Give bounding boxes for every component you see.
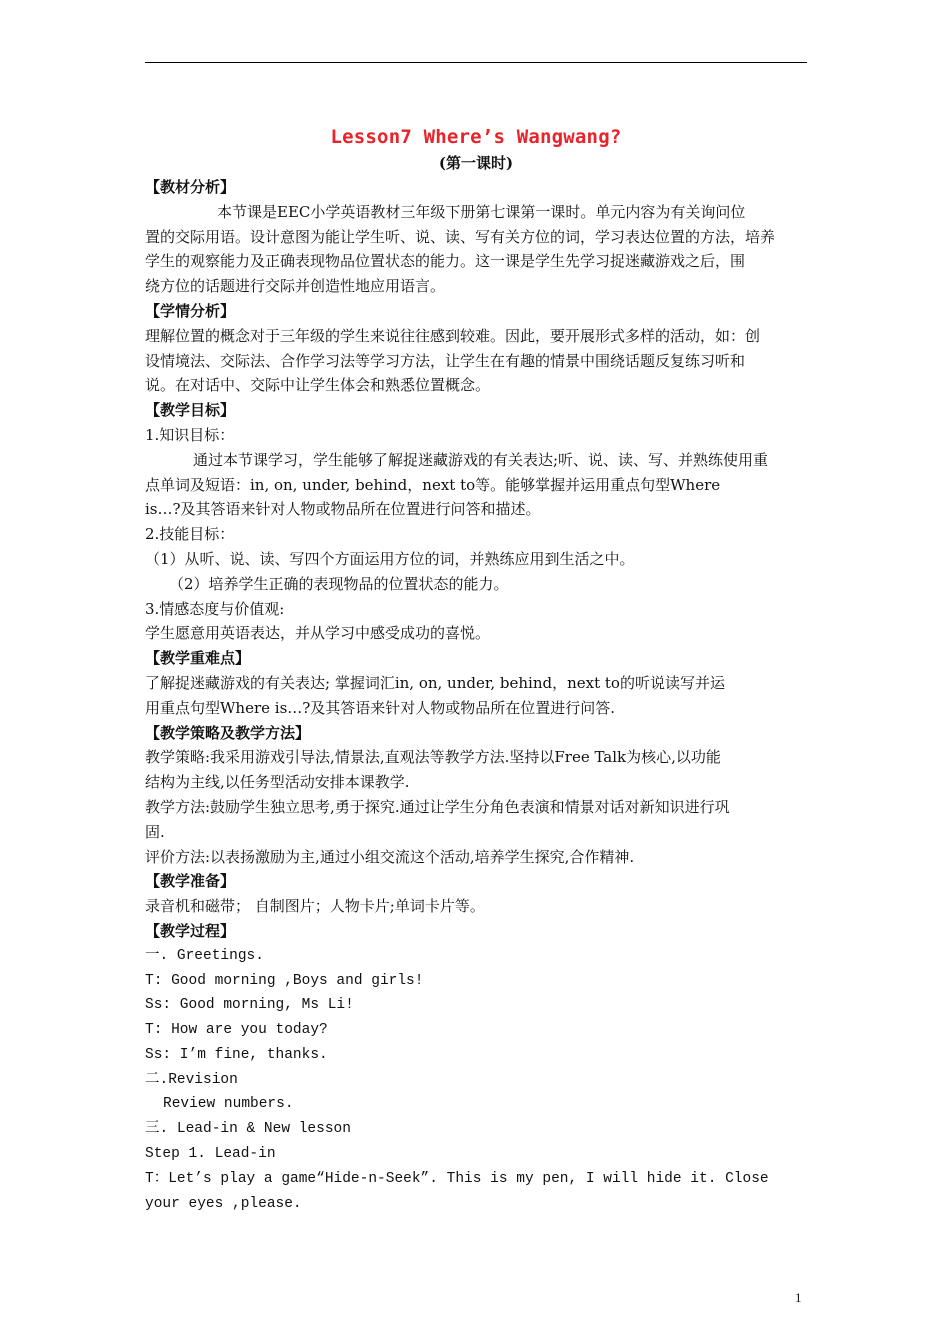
section-heading: 【学情分析】: [145, 301, 236, 320]
paragraph-line: 评价方法:以表扬激励为主,通过小组交流这个活动,培养学生探究,合作精神.: [145, 847, 635, 866]
paragraph-line: Review numbers.: [163, 1096, 294, 1113]
section-heading: 【教学目标】: [145, 401, 236, 420]
paragraph-line: 说。在对话中、交际中让学生体会和熟悉位置概念。: [145, 376, 491, 395]
paragraph-line: 了解捉迷藏游戏的有关表达; 掌握词汇in, on, under, behind，next to的听说读写并运: [145, 673, 725, 692]
paragraph-line: （1）从听、说、读、写四个方面运用方位的词，并熟练应用到生活之中。: [145, 549, 635, 568]
paragraph-line: is…?及其答语来针对人物或物品所在位置进行问答和描述。: [145, 500, 541, 519]
paragraph-line: Ss: Good morning, Ms Li!: [145, 997, 354, 1014]
paragraph-line: 用重点句型Where is…?及其答语来针对人物或物品所在位置进行问答.: [145, 698, 616, 717]
paragraph-line: T：Let’s play a game“Hide-n-Seek”. This is my pen, I will hide it. Close: [145, 1170, 769, 1187]
section-heading: 【教学准备】: [145, 872, 236, 891]
paragraph-line: 1.知识目标：: [145, 425, 235, 444]
paragraph-line: 学生的观察能力及正确表现物品位置状态的能力。这一课是学生先学习捉迷藏游戏之后，围: [145, 252, 746, 271]
paragraph-line: 结构为主线,以任务型活动安排本课教学.: [145, 773, 410, 792]
section-heading: 【教学策略及教学方法】: [145, 723, 311, 742]
page-number: 1: [795, 1290, 802, 1305]
paragraph-line: 绕方位的话题进行交际并创造性地应用语言。: [145, 277, 446, 296]
paragraph-line: 固.: [145, 822, 165, 841]
paragraph-line: 教学策略:我采用游戏引导法,情景法,直观法等教学方法.坚持以Free Talk为核心,以功能: [145, 748, 721, 767]
document-body: [145, 175, 807, 1216]
section-heading: 【教材分析】: [145, 178, 236, 196]
paragraph-line: 二.Revision: [145, 1071, 238, 1088]
header-rule: [145, 62, 807, 63]
paragraph-line: 录音机和磁带； 自制图片；人物卡片;单词卡片等。: [145, 897, 485, 916]
paragraph-line: 本节课是EEC小学英语教材三年级下册第七课第一课时。单元内容为有关询问位: [217, 202, 746, 221]
paragraph-line: 教学方法:鼓励学生独立思考,勇于探究.通过让学生分角色表演和情景对话对新知识进行巩: [145, 797, 730, 816]
section-heading: 【教学过程】: [145, 921, 236, 940]
page-title: Lesson7 Where’s Wangwang?: [330, 126, 622, 148]
paragraph-line: 学生愿意用英语表达，并从学习中感受成功的喜悦。: [145, 624, 491, 643]
paragraph-line: 通过本节课学习，学生能够了解捉迷藏游戏的有关表达;听、说、读、写、并熟练使用重: [193, 450, 769, 469]
paragraph-line: 理解位置的概念对于三年级的学生来说往往感到较难。因此，要开展形式多样的活动，如：创: [145, 326, 761, 345]
page-subtitle: (第一课时): [438, 154, 514, 172]
paragraph-line: your eyes ,please.: [145, 1195, 302, 1212]
paragraph-line: （2）培养学生正确的表现物品的位置状态的能力。: [169, 574, 509, 593]
paragraph-line: 点单词及短语：in, on, under, behind，next to等。能够掌握并运用重点句型Where: [145, 475, 721, 494]
paragraph-line: 3.情感态度与价值观:: [145, 599, 285, 618]
paragraph-line: T: How are you today?: [145, 1022, 328, 1039]
paragraph-line: Ss: I’m fine, thanks.: [145, 1046, 328, 1063]
paragraph-line: T: Good morning ,Boys and girls!: [145, 972, 424, 989]
paragraph-line: 设情境法、交际法、合作学习法等学习方法，让学生在有趣的情景中围绕话题反复练习听和: [145, 351, 746, 370]
paragraph-line: 2.技能目标：: [145, 525, 235, 544]
section-heading: 【教学重难点】: [145, 649, 251, 668]
paragraph-line: 置的交际用语。设计意图为能让学生听、说、读、写有关方位的词，学习表达位置的方法，培养: [145, 227, 776, 246]
paragraph-line: Step 1. Lead-in: [145, 1146, 276, 1163]
paragraph-line: 三. Lead-in & New lesson: [145, 1121, 351, 1138]
paragraph-line: 一. Greetings.: [145, 947, 264, 964]
